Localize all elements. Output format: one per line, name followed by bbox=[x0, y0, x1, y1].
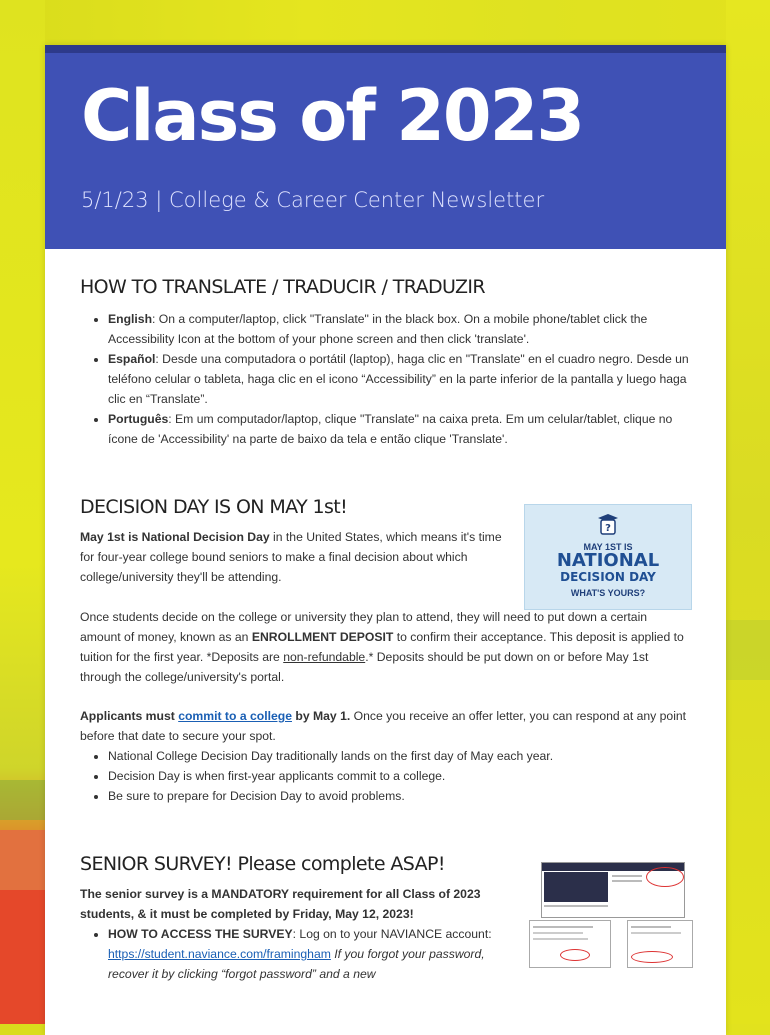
badge-line-2: NATIONAL bbox=[556, 550, 660, 571]
naviance-screenshot bbox=[541, 862, 691, 972]
header-top-bar bbox=[45, 45, 726, 53]
survey-heading: SENIOR SURVEY! Please complete ASAP! bbox=[80, 853, 445, 875]
list-item: • Decision Day is when first-year applicants commit to a college. bbox=[108, 766, 691, 786]
commit-to-college-link[interactable]: commit to a college bbox=[178, 709, 292, 723]
list-item: • Português: Em um computador/laptop, clique "Translate" na caixa preta. Em um celular/tablet, clique no ícone de 'Accessibility' na parte de baixo da tela e então clique 'Translate'. bbox=[108, 409, 691, 449]
translate-list bbox=[80, 309, 691, 449]
list-item: • Español: Desde una computadora o portátil (laptop), haga clic en "Translate" en el cuadro negro. Desde un teléfono celular o tableta, haga clic en el icono “Accessibility” en la parte inferior de la pantalla y luego haga clic en “Translate”. bbox=[108, 349, 691, 409]
badge-line-3: DECISION DAY bbox=[560, 570, 656, 584]
newsletter-card bbox=[45, 45, 726, 1035]
svg-text:?: ? bbox=[605, 523, 611, 534]
list-item: • HOW TO ACCESS THE SURVEY: Log on to your NAVIANCE account: https://student.naviance.com/framingham If you forgot your password, recover it by clicking “forgot password” and a new bbox=[108, 924, 513, 984]
survey-intro: The senior survey is a MANDATORY requirement for all Class of 2023 students, & it must be completed by Friday, May 12, 2023! bbox=[80, 887, 481, 921]
decision-intro: May 1st is National Decision Day in the United States, which means it's time for four-year college bound seniors to make a final decision about which college/university they'll be attending. bbox=[80, 530, 502, 584]
newsletter-header bbox=[45, 53, 726, 249]
translate-heading: HOW TO TRANSLATE / TRADUCIR / TRADUZIR bbox=[80, 276, 485, 298]
naviance-link[interactable]: https://student.naviance.com/framingham bbox=[108, 947, 331, 961]
commit-paragraph: Applicants must commit to a college by May 1. Once you receive an offer letter, you can respond at any point before that date to secure your spot. bbox=[80, 709, 687, 743]
survey-list bbox=[80, 924, 513, 984]
page-title: Class of 2023 bbox=[81, 75, 584, 157]
page-subtitle: 5/1/23 | College & Career Center Newsletter bbox=[81, 188, 545, 212]
badge-line-1: MAY 1ST IS bbox=[583, 542, 633, 552]
deposit-paragraph: Once students decide on the college or university they plan to attend, they will need to put down a certain amount of money, known as an ENROLLMENT DEPOSIT to confirm their acceptance. This deposit is applied to tuition for the first year. *Deposits are non-refundable.* Deposits should be put down on or before May 1st through the college/university's portal. bbox=[80, 610, 684, 684]
graduation-cap-icon bbox=[597, 513, 619, 537]
list-item: • English: On a computer/laptop, click "Translate" in the black box. On a mobile phone/tablet click the Accessibility Icon at the bottom of your phone screen and then click 'translate'. bbox=[108, 309, 691, 349]
decision-heading: DECISION DAY IS ON MAY 1st! bbox=[80, 496, 348, 518]
decision-list bbox=[80, 746, 691, 806]
list-item: • Be sure to prepare for Decision Day to avoid problems. bbox=[108, 786, 691, 806]
decision-day-image bbox=[524, 504, 692, 610]
list-item: • National College Decision Day traditionally lands on the first day of May each year. bbox=[108, 746, 691, 766]
badge-line-4: WHAT'S YOURS? bbox=[570, 588, 646, 598]
